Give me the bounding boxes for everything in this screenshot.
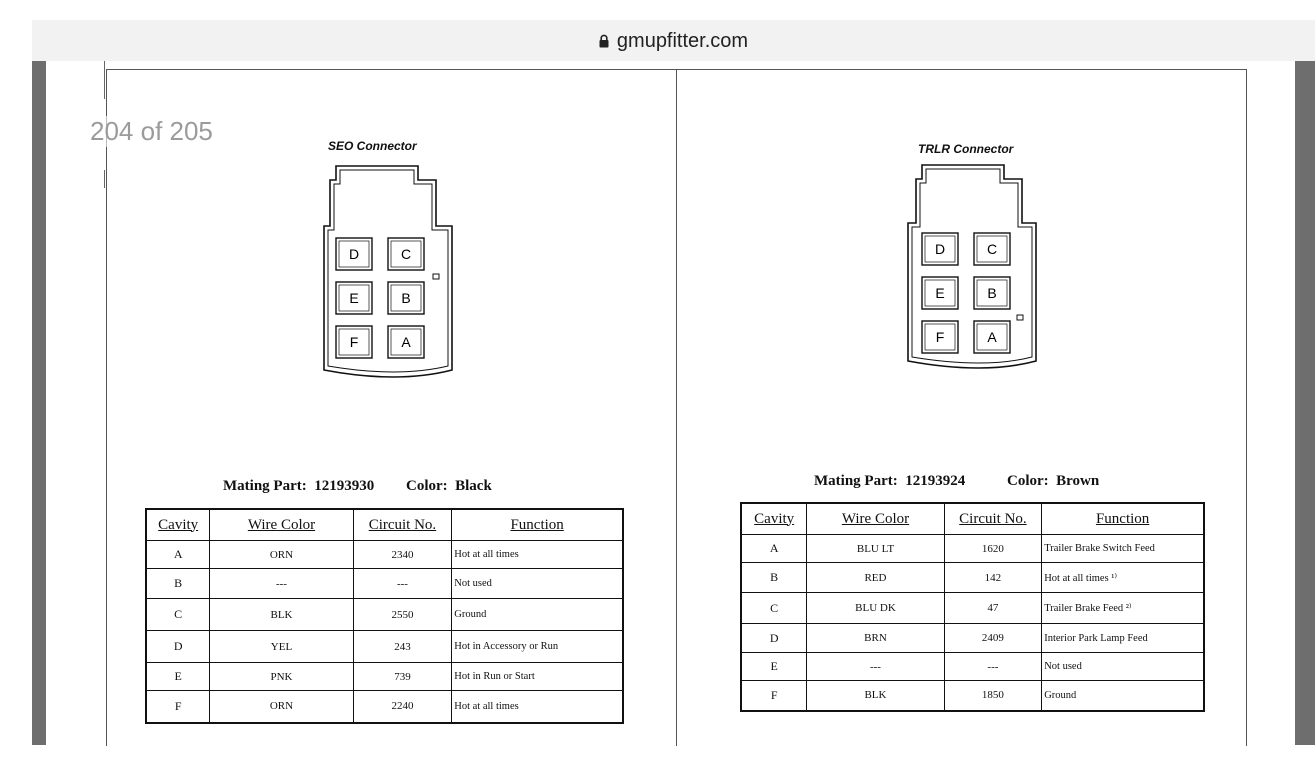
function-cell: Trailer Brake Feed ²⁾ [1042,593,1204,624]
function-cell: Not used [1042,653,1204,681]
circuit-cell: 142 [944,563,1042,593]
cavity-cell: E [146,663,210,691]
table-row [146,569,623,599]
pin-label: B [987,285,997,301]
pin-label: F [349,334,359,350]
table-row [741,593,1204,624]
table-row [741,653,1204,681]
trlr-connector-title: TRLR Connector [918,142,1014,156]
table-row [741,681,1204,711]
pin-label: E [935,285,945,301]
circuit-cell: 739 [353,663,452,691]
circuit-cell: 2409 [944,624,1042,653]
lock-icon [599,34,609,48]
cavity-cell: B [146,569,210,599]
cavity-cell: C [146,599,210,631]
seo-mating-info [223,478,492,495]
table-row [146,631,623,663]
url-display[interactable] [32,30,1315,53]
table-row [741,624,1204,653]
bottom-area [0,745,1315,760]
viewer-gutter-right [1295,61,1315,745]
function-cell: Ground [1042,681,1204,711]
wire-color-cell: BLU DK [807,593,944,624]
latch-mark [433,274,439,279]
column-header-wire-color: Wire Color [807,503,944,535]
wire-color-cell: ORN [210,541,353,569]
function-cell: Hot at all times ¹⁾ [1042,563,1204,593]
circuit-cell: 2240 [353,691,452,723]
table-row [741,563,1204,593]
table-row [741,535,1204,563]
function-cell: Hot in Accessory or Run [452,631,623,663]
circuit-cell: 1620 [944,535,1042,563]
function-cell: Ground [452,599,623,631]
cavity-cell: F [741,681,807,711]
cavity-cell: E [741,653,807,681]
connector-inner-outline [912,169,1032,363]
wire-color-cell: YEL [210,631,353,663]
circuit-cell: --- [944,653,1042,681]
viewer-gutter-left [32,61,46,745]
column-header-wire-color: Wire Color [210,509,353,541]
cavity-cell: D [146,631,210,663]
address-bar[interactable] [32,20,1315,61]
table-row [146,599,623,631]
circuit-cell: 243 [353,631,452,663]
circuit-cell: 47 [944,593,1042,624]
table-header-row [146,509,623,541]
cavity-cell: A [146,541,210,569]
cavity-cell: C [741,593,807,624]
seo-pin-table [145,508,624,724]
pin-label: C [400,246,412,262]
seo-connector-diagram [318,158,458,383]
wire-color-cell: BLK [210,599,353,631]
cavity-cell: D [741,624,807,653]
pin-label: A [401,334,411,350]
seo-color: Color: Black [405,478,492,494]
trlr-connector-diagram [904,159,1044,384]
function-cell: Hot in Run or Start [452,663,623,691]
pin-label: D [348,246,360,262]
trlr-color: Color: Brown [1006,473,1100,489]
wire-color-cell: --- [807,653,944,681]
function-cell: Trailer Brake Switch Feed [1042,535,1204,563]
circuit-cell: 1850 [944,681,1042,711]
trlr-mating-info [814,473,1099,490]
page-edge-line [104,170,105,188]
column-header-cavity: Cavity [146,509,210,541]
table-row [146,541,623,569]
column-header-circuit-no: Circuit No. [353,509,452,541]
column-header-function: Function [1042,503,1204,535]
pin-label: A [987,329,997,345]
table-row [146,663,623,691]
pin-label: D [934,241,946,257]
seo-connector-title: SEO Connector [328,139,417,153]
column-header-circuit-no: Circuit No. [944,503,1042,535]
wire-color-cell: BLK [807,681,944,711]
function-cell: Hot at all times [452,691,623,723]
table-row [146,691,623,723]
pin-label: E [349,290,359,306]
function-cell: Interior Park Lamp Feed [1042,624,1204,653]
wire-color-cell: --- [210,569,353,599]
wire-color-cell: RED [807,563,944,593]
trlr-mating-part: Mating Part: 12193924 [814,473,966,489]
cavity-cell: B [741,563,807,593]
seo-mating-part: Mating Part: 12193930 [223,478,375,494]
circuit-cell: 2340 [353,541,452,569]
url-text: gmupfitter.com [616,30,749,52]
cavity-cell: F [146,691,210,723]
function-cell: Hot at all times [452,541,623,569]
circuit-cell: --- [353,569,452,599]
page-edge-line [104,61,105,99]
pin-label: B [401,290,411,306]
wire-color-cell: ORN [210,691,353,723]
cavity-cell: A [741,535,807,563]
column-header-cavity: Cavity [741,503,807,535]
connector-outline [908,165,1036,368]
pin-label: F [935,329,945,345]
pin-label: C [986,241,998,257]
circuit-cell: 2550 [353,599,452,631]
table-header-row [741,503,1204,535]
function-cell: Not used [452,569,623,599]
wire-color-cell: BRN [807,624,944,653]
page-counter: 204 of 205 [90,116,213,146]
latch-mark [1017,315,1023,320]
wire-color-cell: BLU LT [807,535,944,563]
column-header-function: Function [452,509,623,541]
wire-color-cell: PNK [210,663,353,691]
trlr-pin-table [740,502,1205,712]
